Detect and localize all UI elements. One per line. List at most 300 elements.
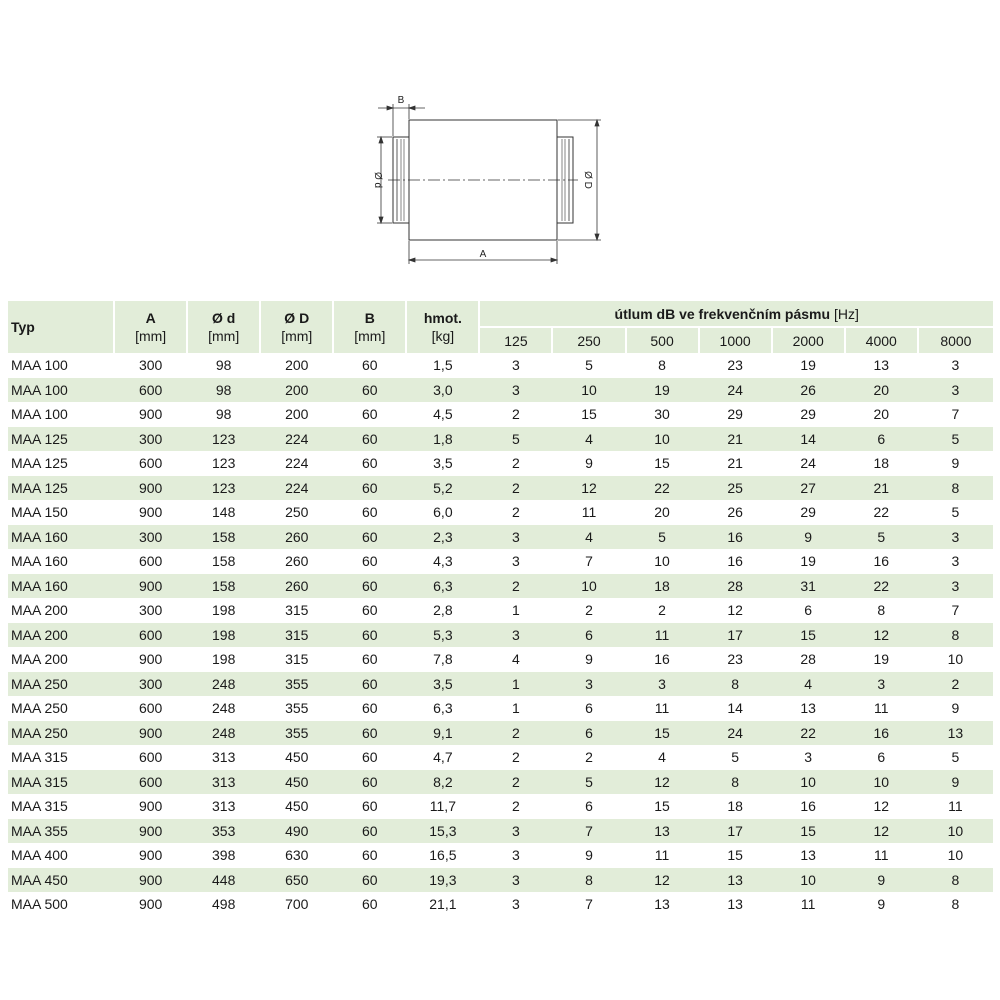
cell-att-8000: 9 xyxy=(918,770,993,795)
cell-typ: MAA 500 xyxy=(11,896,68,913)
cell-att-4000: 11 xyxy=(873,847,889,864)
cell-att-250: 5 xyxy=(585,357,593,374)
header-D-name: Ø D xyxy=(284,310,310,326)
cell-att-4000: 16 xyxy=(873,553,890,570)
cell-att-4000: 8 xyxy=(877,602,886,619)
table-row xyxy=(8,525,993,550)
cell-b: 60 xyxy=(333,868,406,893)
cell-b: 60 xyxy=(362,847,378,864)
cell-att-500: 12 xyxy=(626,868,699,893)
cell-att-125: 4 xyxy=(512,651,520,668)
cell-d: 498 xyxy=(212,896,236,913)
cell-att-125: 2 xyxy=(479,721,552,746)
cell-att-1000: 24 xyxy=(699,721,772,746)
cell-att-2000: 26 xyxy=(772,378,845,403)
cell-D: 355 xyxy=(285,700,309,717)
header-d xyxy=(187,301,260,353)
table-row xyxy=(8,819,993,844)
table-row xyxy=(8,770,993,795)
cell-att-125: 3 xyxy=(512,553,520,570)
cell-a: 900 xyxy=(114,476,187,501)
cell-d: 313 xyxy=(212,749,236,766)
table-row xyxy=(8,892,993,917)
cell-att-125: 2 xyxy=(512,749,520,766)
cell-b: 60 xyxy=(333,672,406,697)
cell-D: 630 xyxy=(285,847,309,864)
cell-b: 60 xyxy=(362,357,378,374)
cell-att-8000: 5 xyxy=(951,749,960,766)
cell-att-4000: 12 xyxy=(873,798,890,815)
cell-d: 248 xyxy=(187,672,260,697)
cell-att-125: 3 xyxy=(479,623,552,648)
cell-att-500: 10 xyxy=(654,553,670,570)
cell-att-4000: 6 xyxy=(845,427,918,452)
cell-att-2000: 10 xyxy=(772,868,845,893)
cell-att-8000: 3 xyxy=(918,574,993,599)
cell-att-2000: 13 xyxy=(800,700,816,717)
cell-att-8000: 8 xyxy=(918,476,993,501)
cell-att-500: 13 xyxy=(654,896,670,913)
cell-b: 60 xyxy=(362,651,378,668)
cell-a: 900 xyxy=(114,819,187,844)
table-row xyxy=(8,500,993,525)
cell-d: 98 xyxy=(187,378,260,403)
table-row xyxy=(8,574,993,599)
cell-att-250: 10 xyxy=(552,378,625,403)
cell-a: 900 xyxy=(138,504,163,521)
cell-att-1000: 21 xyxy=(727,455,743,472)
cell-att-2000: 31 xyxy=(772,574,845,599)
cell-typ: MAA 160 xyxy=(8,525,114,550)
cell-mass: 4,5 xyxy=(433,406,453,423)
cell-att-125: 2 xyxy=(512,504,520,521)
cell-att-500: 15 xyxy=(626,721,699,746)
cell-att-4000: 12 xyxy=(845,819,918,844)
cell-att-500: 11 xyxy=(654,847,670,864)
cell-att-4000: 20 xyxy=(873,406,890,423)
cell-att-1000: 29 xyxy=(727,406,743,423)
cell-typ: MAA 200 xyxy=(11,651,68,668)
cell-att-2000: 13 xyxy=(800,847,816,864)
silencer-dimension-drawing xyxy=(0,0,1000,290)
cell-att-4000: 20 xyxy=(845,378,918,403)
cell-typ: MAA 125 xyxy=(11,455,68,472)
cell-b: 60 xyxy=(333,427,406,452)
cell-att-2000: 28 xyxy=(800,651,816,668)
cell-att-250: 3 xyxy=(552,672,625,697)
cell-b: 60 xyxy=(362,455,378,472)
cell-b: 60 xyxy=(333,574,406,599)
cell-att-8000: 8 xyxy=(918,623,993,648)
dim-label-a: A xyxy=(479,249,487,260)
table-row xyxy=(8,672,993,697)
cell-a: 600 xyxy=(138,700,163,717)
cell-mass: 6,3 xyxy=(406,574,479,599)
cell-att-4000: 22 xyxy=(873,504,890,521)
cell-d: 198 xyxy=(212,651,236,668)
table-row xyxy=(8,745,993,770)
cell-mass: 2,8 xyxy=(433,602,453,619)
cell-att-250: 10 xyxy=(552,574,625,599)
table-row xyxy=(8,623,993,648)
cell-att-125: 3 xyxy=(479,378,552,403)
header-a xyxy=(114,301,187,353)
cell-a: 600 xyxy=(114,623,187,648)
cell-att-1000: 16 xyxy=(699,525,772,550)
cell-d: 448 xyxy=(187,868,260,893)
dim-label-b: B xyxy=(397,95,405,106)
cell-d: 148 xyxy=(212,504,236,521)
cell-att-2000: 16 xyxy=(800,798,816,815)
cell-mass: 16,5 xyxy=(429,847,457,864)
cell-d: 123 xyxy=(187,427,260,452)
cell-att-4000: 19 xyxy=(873,651,890,668)
cell-mass: 9,1 xyxy=(406,721,479,746)
cell-mass: 6,0 xyxy=(433,504,453,521)
cell-att-250: 5 xyxy=(552,770,625,795)
cell-att-2000: 10 xyxy=(772,770,845,795)
cell-b: 60 xyxy=(333,525,406,550)
table-row xyxy=(8,378,993,403)
cell-b: 60 xyxy=(362,406,378,423)
cell-typ: MAA 150 xyxy=(11,504,68,521)
header-frequency: 1000 xyxy=(699,327,772,353)
cell-typ: MAA 355 xyxy=(8,819,114,844)
cell-a: 300 xyxy=(138,357,163,374)
cell-d: 398 xyxy=(212,847,236,864)
cell-D: 450 xyxy=(285,749,309,766)
cell-D: 224 xyxy=(285,455,309,472)
cell-d: 248 xyxy=(212,700,236,717)
table-row xyxy=(8,843,993,868)
cell-D: 260 xyxy=(260,574,333,599)
cell-a: 600 xyxy=(138,553,163,570)
cell-att-1000: 13 xyxy=(699,868,772,893)
cell-att-4000: 13 xyxy=(873,357,890,374)
cell-D: 200 xyxy=(285,357,309,374)
cell-att-4000: 12 xyxy=(845,623,918,648)
cell-a: 900 xyxy=(114,868,187,893)
cell-att-500: 16 xyxy=(654,651,670,668)
cell-b: 60 xyxy=(333,819,406,844)
table-row xyxy=(8,549,993,574)
cell-mass: 1,5 xyxy=(433,357,453,374)
cell-d: 123 xyxy=(212,455,236,472)
table-row xyxy=(8,598,993,623)
cell-a: 900 xyxy=(138,896,163,913)
cell-att-1000: 24 xyxy=(699,378,772,403)
cell-typ: MAA 315 xyxy=(11,798,68,815)
cell-b: 60 xyxy=(362,700,378,717)
cell-b: 60 xyxy=(333,623,406,648)
cell-att-1000: 18 xyxy=(727,798,743,815)
cell-mass: 5,3 xyxy=(406,623,479,648)
cell-att-1000: 23 xyxy=(727,651,743,668)
cell-a: 300 xyxy=(114,427,187,452)
cell-d: 313 xyxy=(187,770,260,795)
cell-D: 355 xyxy=(260,672,333,697)
table-row xyxy=(8,794,993,819)
cell-mass: 5,2 xyxy=(406,476,479,501)
cell-a: 900 xyxy=(138,798,163,815)
table-row xyxy=(8,696,993,721)
header-attenuation-name: útlum dB ve frekvenčním pásmu xyxy=(614,305,831,322)
cell-att-8000: 3 xyxy=(951,553,960,570)
cell-mass: 21,1 xyxy=(429,896,457,913)
cell-typ: MAA 100 xyxy=(11,357,68,374)
dim-label-D: Ø D xyxy=(582,171,593,189)
cell-att-125: 2 xyxy=(512,798,520,815)
cell-att-1000: 25 xyxy=(699,476,772,501)
cell-mass: 3,5 xyxy=(406,672,479,697)
cell-D: 200 xyxy=(260,378,333,403)
cell-a: 900 xyxy=(138,406,163,423)
cell-att-1000: 17 xyxy=(699,623,772,648)
cell-att-250: 6 xyxy=(585,798,593,815)
cell-att-4000: 18 xyxy=(873,455,890,472)
cell-att-250: 6 xyxy=(585,700,593,717)
cell-att-500: 20 xyxy=(654,504,670,521)
cell-att-2000: 29 xyxy=(800,406,816,423)
cell-att-250: 7 xyxy=(552,819,625,844)
header-frequency: 2000 xyxy=(772,327,845,353)
cell-d: 198 xyxy=(212,602,236,619)
cell-D: 650 xyxy=(260,868,333,893)
cell-att-2000: 19 xyxy=(800,357,816,374)
cell-att-4000: 9 xyxy=(845,868,918,893)
cell-att-8000: 7 xyxy=(951,602,960,619)
cell-att-500: 15 xyxy=(654,455,670,472)
cell-a: 900 xyxy=(114,574,187,599)
cell-att-1000: 14 xyxy=(727,700,743,717)
cell-D: 260 xyxy=(285,553,309,570)
header-frequency: 4000 xyxy=(845,327,918,353)
cell-mass: 8,2 xyxy=(406,770,479,795)
cell-att-8000: 5 xyxy=(918,427,993,452)
cell-att-125: 2 xyxy=(479,770,552,795)
cell-att-1000: 12 xyxy=(727,602,743,619)
header-a-unit: [mm] xyxy=(135,328,167,344)
cell-att-1000: 13 xyxy=(727,896,743,913)
cell-att-8000: 3 xyxy=(951,357,960,374)
cell-att-4000: 3 xyxy=(845,672,918,697)
cell-b: 60 xyxy=(333,476,406,501)
cell-b: 60 xyxy=(362,504,378,521)
header-D-unit: [mm] xyxy=(281,328,313,344)
cell-mass: 1,8 xyxy=(406,427,479,452)
cell-mass: 6,3 xyxy=(433,700,453,717)
cell-att-4000: 5 xyxy=(845,525,918,550)
cell-att-8000: 10 xyxy=(947,651,964,668)
cell-att-250: 12 xyxy=(552,476,625,501)
table-row xyxy=(8,721,993,746)
cell-typ: MAA 250 xyxy=(8,672,114,697)
cell-a: 600 xyxy=(114,770,187,795)
cell-att-125: 3 xyxy=(479,868,552,893)
cell-att-2000: 22 xyxy=(772,721,845,746)
cell-att-8000: 10 xyxy=(918,819,993,844)
cell-att-500: 4 xyxy=(658,749,666,766)
header-d-unit: [mm] xyxy=(208,328,240,344)
header-frequency: 500 xyxy=(626,327,699,353)
table-row xyxy=(8,647,993,672)
cell-typ: MAA 160 xyxy=(11,553,68,570)
header-mass-name: hmot. xyxy=(423,310,462,326)
cell-D: 490 xyxy=(260,819,333,844)
cell-typ: MAA 315 xyxy=(8,770,114,795)
header-frequency: 125 xyxy=(479,327,552,353)
cell-b: 60 xyxy=(333,721,406,746)
cell-d: 98 xyxy=(215,406,232,423)
cell-att-4000: 21 xyxy=(845,476,918,501)
cell-att-500: 5 xyxy=(626,525,699,550)
cell-mass: 11,7 xyxy=(429,798,456,815)
cell-a: 600 xyxy=(138,455,163,472)
header-b xyxy=(333,301,406,353)
cell-att-500: 10 xyxy=(626,427,699,452)
cell-att-8000: 2 xyxy=(918,672,993,697)
cell-att-2000: 27 xyxy=(772,476,845,501)
cell-att-250: 15 xyxy=(581,406,597,423)
cell-att-2000: 19 xyxy=(800,553,816,570)
cell-att-1000: 21 xyxy=(699,427,772,452)
cell-att-125: 2 xyxy=(512,406,520,423)
cell-att-500: 2 xyxy=(658,602,666,619)
cell-att-2000: 24 xyxy=(800,455,816,472)
specification-table xyxy=(8,301,993,917)
cell-att-500: 13 xyxy=(626,819,699,844)
cell-mass: 4,7 xyxy=(433,749,453,766)
cell-att-8000: 13 xyxy=(918,721,993,746)
cell-D: 260 xyxy=(260,525,333,550)
cell-att-500: 30 xyxy=(654,406,670,423)
cell-att-2000: 29 xyxy=(800,504,816,521)
cell-d: 123 xyxy=(187,476,260,501)
cell-a: 600 xyxy=(114,378,187,403)
cell-typ: MAA 250 xyxy=(8,721,114,746)
cell-att-125: 1 xyxy=(512,602,520,619)
cell-D: 224 xyxy=(260,427,333,452)
cell-D: 315 xyxy=(260,623,333,648)
cell-D: 355 xyxy=(260,721,333,746)
cell-b: 60 xyxy=(362,798,378,815)
cell-att-500: 15 xyxy=(654,798,670,815)
cell-D: 200 xyxy=(285,406,309,423)
cell-D: 250 xyxy=(285,504,309,521)
cell-a: 300 xyxy=(138,602,163,619)
header-typ: Typ xyxy=(8,301,114,353)
header-attenuation-unit: [Hz] xyxy=(833,305,859,322)
cell-att-500: 19 xyxy=(626,378,699,403)
cell-att-500: 3 xyxy=(626,672,699,697)
cell-att-250: 9 xyxy=(585,847,593,864)
cell-mass: 3,5 xyxy=(433,455,453,472)
cell-typ: MAA 250 xyxy=(11,700,68,717)
cell-d: 158 xyxy=(212,553,236,570)
cell-att-250: 4 xyxy=(552,525,625,550)
cell-d: 353 xyxy=(187,819,260,844)
cell-D: 450 xyxy=(260,770,333,795)
cell-att-1000: 8 xyxy=(699,770,772,795)
cell-b: 60 xyxy=(362,602,378,619)
cell-att-250: 6 xyxy=(552,623,625,648)
cell-att-8000: 8 xyxy=(918,868,993,893)
cell-typ: MAA 200 xyxy=(11,602,68,619)
cell-att-1000: 16 xyxy=(727,553,743,570)
cell-att-250: 4 xyxy=(552,427,625,452)
cell-att-250: 9 xyxy=(585,651,593,668)
cell-att-8000: 5 xyxy=(951,504,960,521)
cell-att-250: 9 xyxy=(585,455,593,472)
cell-att-2000: 4 xyxy=(772,672,845,697)
cell-att-8000: 9 xyxy=(951,455,960,472)
cell-att-8000: 7 xyxy=(951,406,960,423)
cell-typ: MAA 400 xyxy=(11,847,68,864)
cell-att-500: 11 xyxy=(654,700,670,717)
table-row xyxy=(8,451,993,476)
cell-att-4000: 10 xyxy=(845,770,918,795)
header-attenuation xyxy=(479,301,993,327)
cell-att-4000: 9 xyxy=(877,896,886,913)
cell-mass: 19,3 xyxy=(406,868,479,893)
header-D xyxy=(260,301,333,353)
cell-a: 300 xyxy=(114,672,187,697)
cell-att-1000: 15 xyxy=(727,847,743,864)
cell-typ: MAA 160 xyxy=(8,574,114,599)
cell-att-500: 12 xyxy=(626,770,699,795)
cell-att-250: 6 xyxy=(552,721,625,746)
cell-b: 60 xyxy=(362,553,378,570)
header-frequency: 250 xyxy=(552,327,625,353)
cell-a: 900 xyxy=(138,651,163,668)
table-row xyxy=(8,476,993,501)
cell-typ: MAA 100 xyxy=(8,378,114,403)
cell-mass: 4,3 xyxy=(433,553,453,570)
cell-att-2000: 14 xyxy=(772,427,845,452)
cell-a: 900 xyxy=(138,847,163,864)
cell-att-125: 3 xyxy=(512,357,520,374)
cell-att-1000: 28 xyxy=(699,574,772,599)
cell-att-125: 3 xyxy=(479,525,552,550)
cell-b: 60 xyxy=(362,749,378,766)
cell-a: 300 xyxy=(114,525,187,550)
cell-att-1000: 26 xyxy=(727,504,743,521)
cell-D: 700 xyxy=(285,896,309,913)
cell-att-2000: 11 xyxy=(800,896,816,913)
cell-att-125: 1 xyxy=(512,700,520,717)
cell-att-500: 18 xyxy=(626,574,699,599)
cell-att-4000: 6 xyxy=(877,749,886,766)
table-row xyxy=(8,402,993,427)
cell-typ: MAA 450 xyxy=(8,868,114,893)
cell-att-250: 11 xyxy=(581,504,597,521)
cell-b: 60 xyxy=(333,378,406,403)
cell-att-125: 5 xyxy=(479,427,552,452)
cell-att-2000: 6 xyxy=(804,602,813,619)
cell-d: 248 xyxy=(187,721,260,746)
cell-att-8000: 9 xyxy=(951,700,960,717)
cell-typ: MAA 200 xyxy=(8,623,114,648)
cell-att-125: 3 xyxy=(479,819,552,844)
cell-att-8000: 3 xyxy=(918,525,993,550)
cell-D: 315 xyxy=(285,651,309,668)
cell-att-250: 7 xyxy=(585,553,593,570)
cell-att-125: 2 xyxy=(479,476,552,501)
cell-d: 158 xyxy=(187,525,260,550)
cell-typ: MAA 315 xyxy=(11,749,68,766)
cell-att-250: 8 xyxy=(552,868,625,893)
cell-att-2000: 3 xyxy=(804,749,813,766)
